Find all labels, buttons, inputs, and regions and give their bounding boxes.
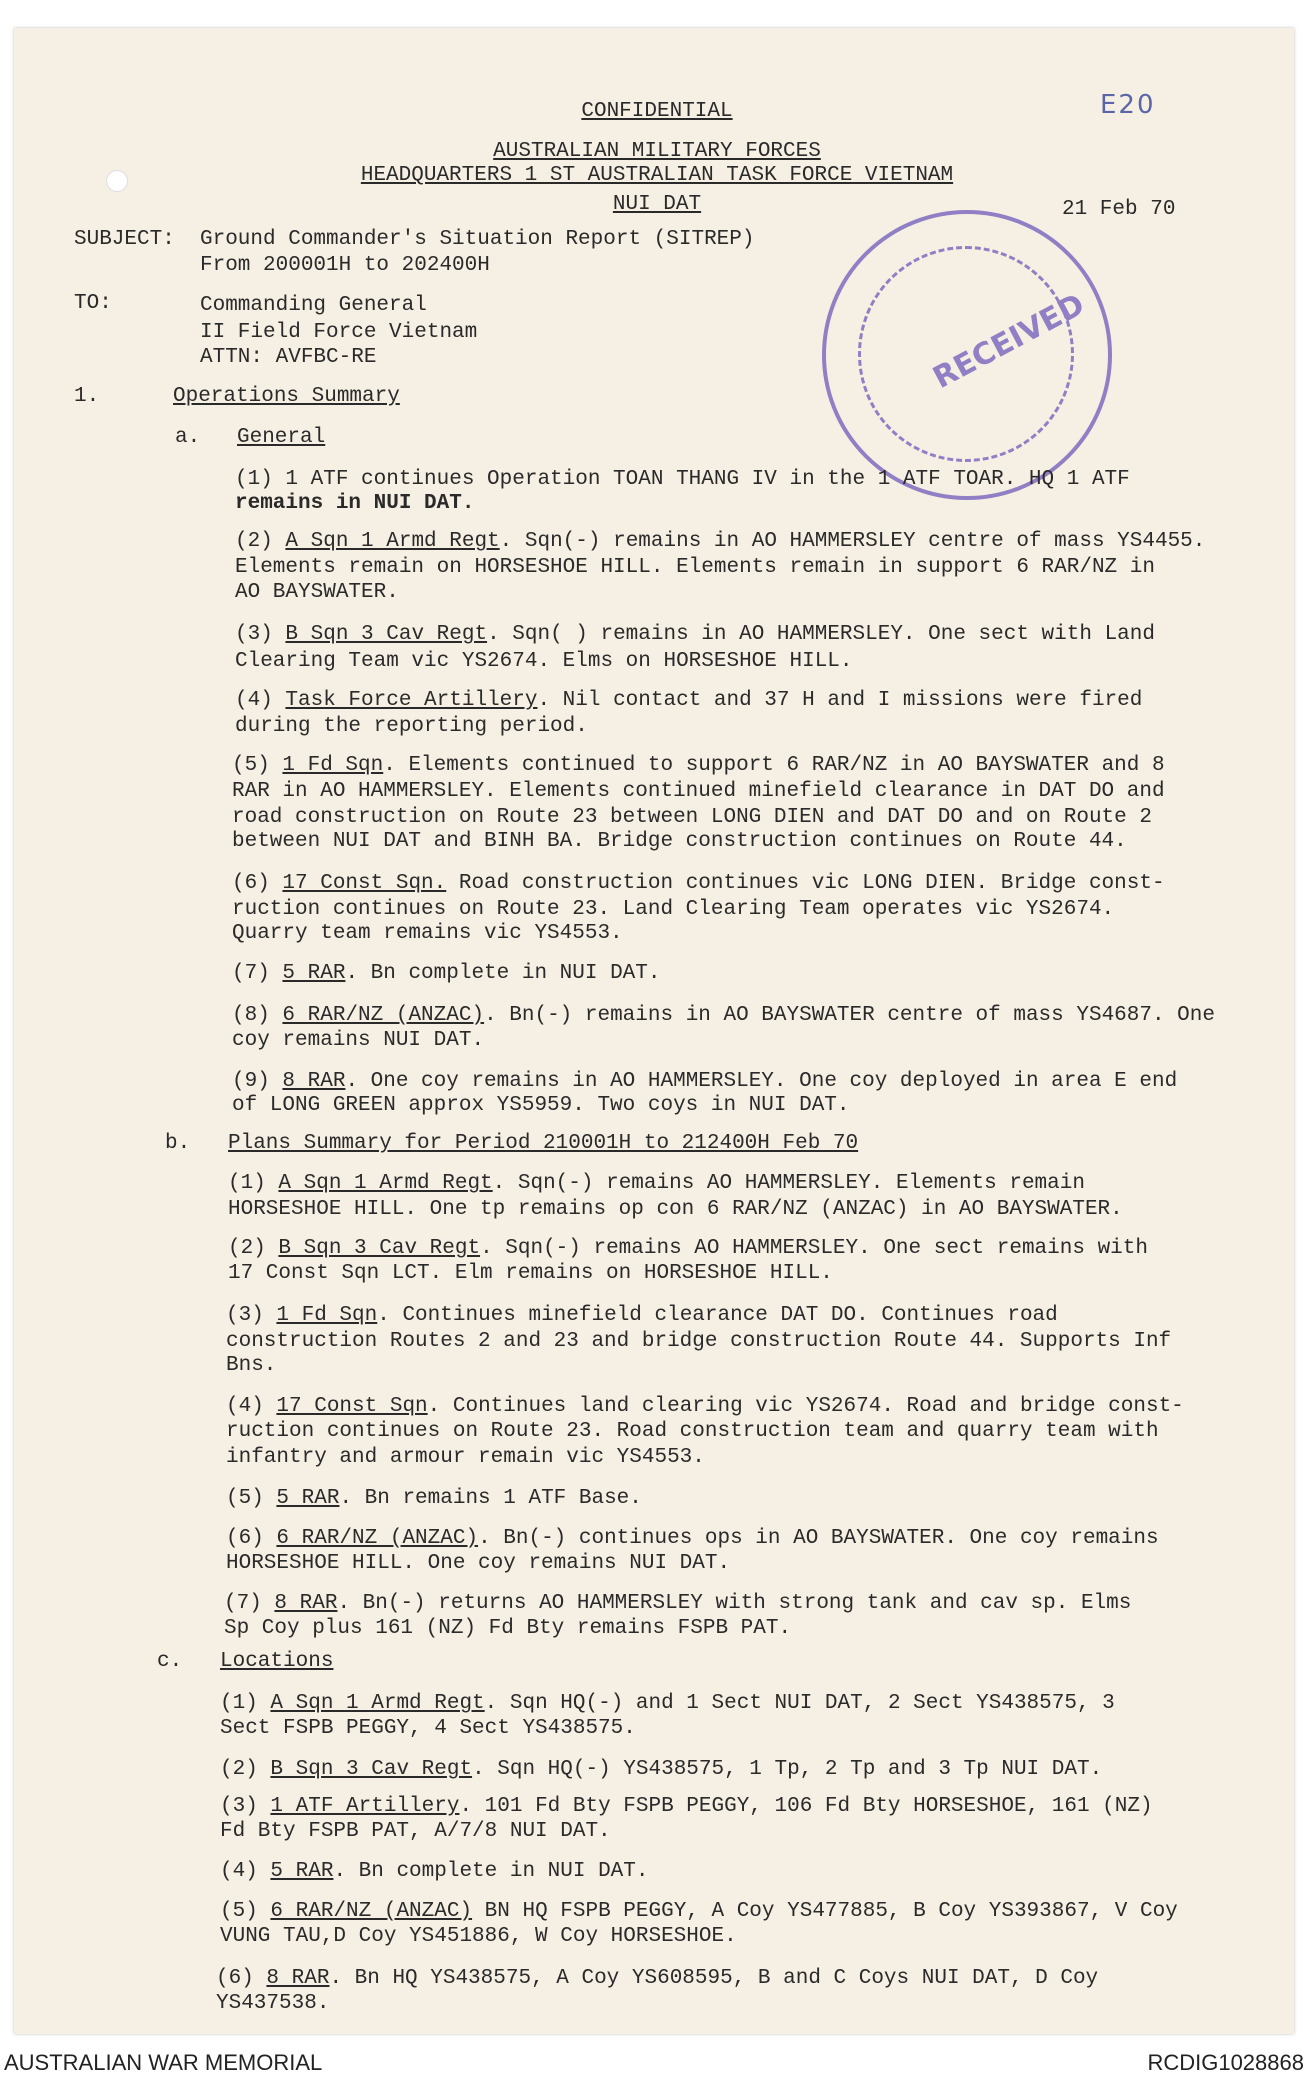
c5-line-2: VUNG TAU,D Coy YS451886, W Coy HORSESHOE.	[220, 1925, 737, 1948]
c5-line-1: (5) 6 RAR/NZ (ANZAC) BN HQ FSPB PEGGY, A Coy YS477885, B Coy YS393867, V Coy	[220, 1900, 1178, 1923]
to-line-3: ATTN: AVFBC-RE	[200, 346, 377, 369]
para-a-letter: a.	[175, 426, 201, 449]
b3-line-2: construction Routes 2 and 23 and bridge construction Route 44. Supports Inf	[226, 1330, 1172, 1353]
a7-line-1: (7) 5 RAR. Bn complete in NUI DAT.	[232, 962, 661, 985]
b2-line-1: (2) B Sqn 3 Cav Regt. Sqn(-) remains AO HAMMERSLEY. One sect remains with	[228, 1237, 1148, 1260]
para-c-letter: c.	[157, 1650, 183, 1673]
to-line-2: II Field Force Vietnam	[200, 321, 478, 344]
para-c-title: Locations	[220, 1650, 334, 1673]
a8-line-1: (8) 6 RAR/NZ (ANZAC). Bn(-) remains in AO BAYSWATER centre of mass YS4687. One	[232, 1004, 1215, 1027]
org-line-2: HEADQUARTERS 1 ST AUSTRALIAN TASK FORCE VIETNAM	[360, 164, 954, 187]
a5-line-2: RAR in AO HAMMERSLEY. Elements continued minefield clearance in DAT DO and	[232, 780, 1165, 803]
a3-line-1: (3) B Sqn 3 Cav Regt. Sqn( ) remains in AO HAMMERSLEY. One sect with Land	[235, 623, 1155, 646]
subject-line-1: Ground Commander's Situation Report (SITREP)	[200, 228, 755, 251]
b2-line-2: 17 Const Sqn LCT. Elm remains on HORSESHOE HILL.	[228, 1262, 833, 1285]
para-b-letter: b.	[165, 1132, 191, 1155]
section-title: Operations Summary	[173, 385, 400, 408]
archive-credit: AUSTRALIAN WAR MEMORIAL	[4, 2050, 323, 2075]
b4-line-2: ruction continues on Route 23. Road construction team and quarry team with	[226, 1420, 1159, 1443]
a4-line-1: (4) Task Force Artillery. Nil contact and 37 H and I missions were fired	[235, 689, 1143, 712]
a8-line-2: coy remains NUI DAT.	[232, 1029, 485, 1052]
a2-line-3: AO BAYSWATER.	[235, 581, 399, 604]
a2-line-1: (2) A Sqn 1 Armd Regt. Sqn(-) remains in AO HAMMERSLEY centre of mass YS4455.	[235, 530, 1206, 553]
b3-line-3: Bns.	[226, 1354, 277, 1377]
a9-line-1: (9) 8 RAR. One coy remains in AO HAMMERSLEY. One coy deployed in area E end	[232, 1070, 1178, 1093]
subject-label: SUBJECT:	[74, 228, 175, 251]
b6-line-1: (6) 6 RAR/NZ (ANZAC). Bn(-) continues ops in AO BAYSWATER. One coy remains	[226, 1527, 1159, 1550]
c2-line-1: (2) B Sqn 3 Cav Regt. Sqn HQ(-) YS438575, 1 Tp, 2 Tp and 3 Tp NUI DAT.	[220, 1758, 1103, 1781]
b4-line-1: (4) 17 Const Sqn. Continues land clearing vic YS2674. Road and bridge const-	[226, 1395, 1184, 1418]
handwritten-reference: E20	[1100, 90, 1156, 120]
subject-line-2: From 200001H to 202400H	[200, 254, 490, 277]
c6-line-1: (6) 8 RAR. Bn HQ YS438575, A Coy YS608595, B and C Coys NUI DAT, D Coy	[216, 1967, 1099, 1990]
a3-line-2: Clearing Team vic YS2674. Elms on HORSESHOE HILL.	[235, 650, 853, 673]
a6-line-1: (6) 17 Const Sqn. Road construction continues vic LONG DIEN. Bridge const-	[232, 872, 1165, 895]
c3-line-1: (3) 1 ATF Artillery. 101 Fd Bty FSPB PEGGY, 106 Fd Bty HORSESHOE, 161 (NZ)	[220, 1795, 1153, 1818]
to-line-1: Commanding General	[200, 294, 427, 317]
c1-line-2: Sect FSPB PEGGY, 4 Sect YS438575.	[220, 1717, 636, 1740]
a6-line-3: Quarry team remains vic YS4553.	[232, 922, 623, 945]
c4-line-1: (4) 5 RAR. Bn complete in NUI DAT.	[220, 1860, 649, 1883]
b7-line-2: Sp Coy plus 161 (NZ) Fd Bty remains FSPB PAT.	[224, 1617, 792, 1640]
c1-line-1: (1) A Sqn 1 Armd Regt. Sqn HQ(-) and 1 Sect NUI DAT, 2 Sect YS438575, 3	[220, 1692, 1115, 1715]
org-line-1: AUSTRALIAN MILITARY FORCES	[493, 140, 821, 163]
b3-line-1: (3) 1 Fd Sqn. Continues minefield clearance DAT DO. Continues road	[226, 1304, 1058, 1327]
document-date: 21 Feb 70	[1062, 198, 1176, 221]
b5-line-1: (5) 5 RAR. Bn remains 1 ATF Base.	[226, 1487, 642, 1510]
a1-line-1: (1) 1 ATF continues Operation TOAN THANG IV in the 1 ATF TOAR. HQ 1 ATF	[235, 468, 1130, 491]
a2-line-2: Elements remain on HORSESHOE HILL. Elements remain in support 6 RAR/NZ in	[235, 556, 1155, 579]
received-stamp	[822, 210, 1112, 500]
a5-line-3: road construction on Route 23 between LONG DIEN and DAT DO and on Route 2	[232, 806, 1152, 829]
a9-line-2: of LONG GREEN approx YS5959. Two coys in NUI DAT.	[232, 1094, 850, 1117]
c3-line-2: Fd Bty FSPB PAT, A/7/8 NUI DAT.	[220, 1820, 611, 1843]
to-label: TO:	[74, 292, 112, 315]
archive-id: RCDIG1028868	[1147, 2050, 1304, 2075]
para-b-title: Plans Summary for Period 210001H to 212400H Feb 70	[228, 1132, 859, 1155]
b6-line-2: HORSESHOE HILL. One coy remains NUI DAT.	[226, 1552, 731, 1575]
a1-line-2: remains in NUI DAT.	[235, 492, 475, 515]
location-line: NUI DAT	[612, 193, 702, 216]
a6-line-2: ruction continues on Route 23. Land Clearing Team operates vic YS2674.	[232, 898, 1115, 921]
para-a-title: General	[237, 426, 326, 449]
a4-line-2: during the reporting period.	[235, 715, 588, 738]
classification-header: CONFIDENTIAL	[581, 100, 733, 123]
b1-line-1: (1) A Sqn 1 Armd Regt. Sqn(-) remains AO HAMMERSLEY. Elements remain	[228, 1172, 1085, 1195]
section-number: 1.	[74, 385, 100, 408]
a5-line-1: (5) 1 Fd Sqn. Elements continued to support 6 RAR/NZ in AO BAYSWATER and 8	[232, 754, 1165, 777]
a5-line-4: between NUI DAT and BINH BA. Bridge construction continues on Route 44.	[232, 830, 1127, 853]
b7-line-1: (7) 8 RAR. Bn(-) returns AO HAMMERSLEY with strong tank and cav sp. Elms	[224, 1592, 1132, 1615]
stamp-text: RECEIVED	[927, 287, 1091, 396]
b1-line-2: HORSESHOE HILL. One tp remains op con 6 RAR/NZ (ANZAC) in AO BAYSWATER.	[228, 1198, 1123, 1221]
c6-line-2: YS437538.	[216, 1992, 330, 2015]
b4-line-3: infantry and armour remain vic YS4553.	[226, 1446, 705, 1469]
